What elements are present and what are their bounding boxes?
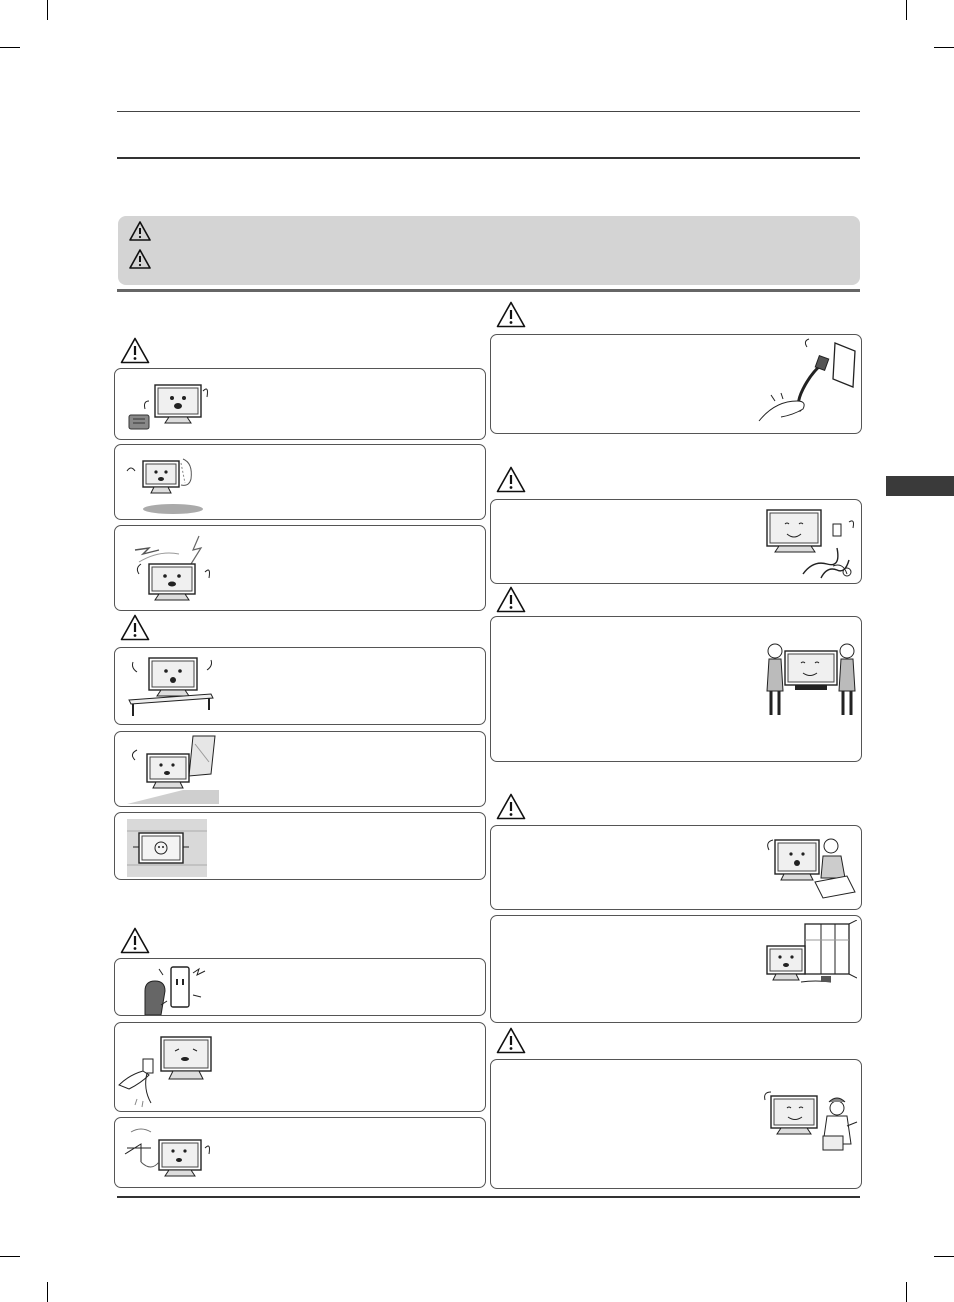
tv-heater-illustration (125, 375, 215, 435)
warning-triangle-icon (120, 614, 150, 646)
panel-hand-pull-cord (490, 334, 862, 434)
plug-sparks-illustration (133, 961, 217, 1015)
panel-tv-near-door (490, 915, 862, 1023)
crop-mark (934, 1256, 954, 1257)
warning-triangle-icon (496, 1027, 526, 1059)
panel-tv-near-water (114, 444, 486, 520)
warning-triangle-icon (496, 793, 526, 825)
warning-triangle-icon (129, 221, 151, 246)
panel-tv-near-window (114, 731, 486, 807)
hand-pull-cord-illustration (757, 337, 861, 429)
warning-notice-box (118, 216, 860, 285)
warning-triangle-icon (120, 337, 150, 369)
tv-technician-illustration (761, 1086, 861, 1162)
tv-box-illustration (765, 832, 859, 908)
tv-outdoor-illustration (121, 1122, 221, 1186)
footer-rule (117, 1196, 860, 1198)
panel-tv-outdoor-cable (114, 1117, 486, 1188)
panel-plug-sparks (114, 958, 486, 1016)
side-chapter-tab (886, 476, 954, 496)
crop-mark (47, 1282, 48, 1302)
crop-mark (0, 47, 20, 48)
header-rule-top (117, 111, 860, 112)
warning-triangle-icon (496, 466, 526, 498)
panel-tv-wall-enclosure (114, 812, 486, 880)
tv-accessories-illustration (763, 504, 859, 582)
warning-triangle-icon (129, 249, 151, 274)
tv-window-illustration (123, 734, 219, 806)
two-people-carry-illustration (763, 639, 859, 723)
hand-plug-illustration (117, 1029, 221, 1109)
panel-tv-lightning (114, 525, 486, 611)
tv-wall-illustration (123, 817, 213, 879)
panel-tv-accessories-cables (490, 499, 862, 584)
crop-mark (47, 0, 48, 20)
header-rule-bottom (117, 157, 860, 159)
tv-lightning-illustration (125, 532, 221, 608)
crop-mark (934, 47, 954, 48)
crop-mark (906, 1282, 907, 1302)
section-rule (117, 289, 860, 292)
warning-triangle-icon (496, 586, 526, 618)
warning-triangle-icon (120, 927, 150, 959)
crop-mark (0, 1256, 20, 1257)
panel-two-people-carry-tv (490, 616, 862, 762)
panel-tv-service-technician (490, 1059, 862, 1189)
panel-hand-plug-wet (114, 1022, 486, 1112)
tv-door-illustration (761, 920, 857, 1000)
panel-tv-on-stand (114, 647, 486, 725)
tv-water-illustration (123, 451, 213, 517)
tv-stand-illustration (123, 654, 219, 720)
panel-tv-near-heater (114, 368, 486, 440)
crop-mark (906, 0, 907, 20)
panel-tv-with-box (490, 825, 862, 910)
warning-triangle-icon (496, 301, 526, 333)
